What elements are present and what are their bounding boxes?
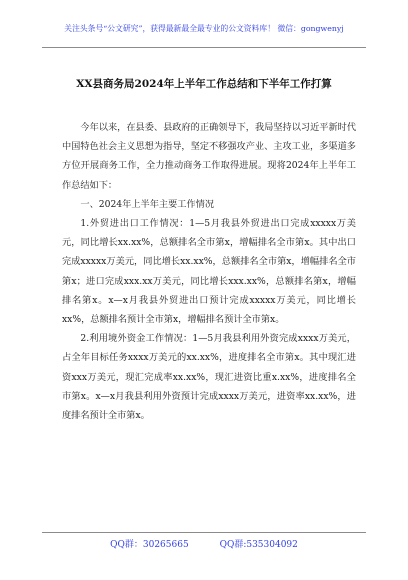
paragraph-intro: 今年以来，在县委、县政府的正确领导下，我局坚持以习近平新时代中国特色社会主义思想为指导，坚定不移强攻产业、主攻工业，多渠道多方位开展商务工作，全力推动商务工作取得进展。现将2024年上半年工作总结如下： bbox=[62, 122, 357, 191]
document-body bbox=[62, 118, 356, 425]
footer bbox=[0, 539, 408, 551]
paragraph-foreign-trade: 1.外贸进出口工作情况：1—5月我县外贸进出口完成xxxxx万美元，同比增长xx.xx%，总额排名全市第x，增幅排名全市第x。其中出口完成xxxxx万美元，同比增长xx.xx%，总额排名全市第x，增幅排名全市第x；进口完成xxx.xx万美元，同比增长xxx.xx%，总额排名第x，增幅排名第x。x—x月我县外贸进出口预计完成xxxxx万美元，同比增长xx%，总额排名预计全市第x，增幅排名预计全市第x。 bbox=[62, 218, 356, 326]
qq-group-2: QQ群:535304092 bbox=[219, 540, 298, 550]
paragraph-foreign-investment: 2.利用境外资金工作情况：1—5月我县利用外资完成xxxx万美元，占全年目标任务xxxx万美元的xx.xx%，进度排名全市第x。其中现汇进资xxx万美元，现汇完成率xx.xx%，现汇进资比重x.xx%，进度排名全市第x。x—x月我县利用外资预计完成xxxx万美元，进资率xx.xx%，进度排名预计全市第x。 bbox=[62, 333, 356, 422]
header-notice: 关注头条号“公文研究”，获得最新最全最专业的公文资料库！ 微信：gongwenyj bbox=[64, 24, 344, 33]
header-divider bbox=[42, 47, 366, 48]
document-title: XX县商务局2024年上半年工作总结和下半年工作打算 bbox=[76, 78, 332, 90]
section-heading: 一、2024年上半年主要工作情况 bbox=[80, 198, 215, 210]
footer-divider bbox=[42, 532, 366, 533]
qq-group-1: QQ群：30265665 bbox=[110, 540, 189, 550]
